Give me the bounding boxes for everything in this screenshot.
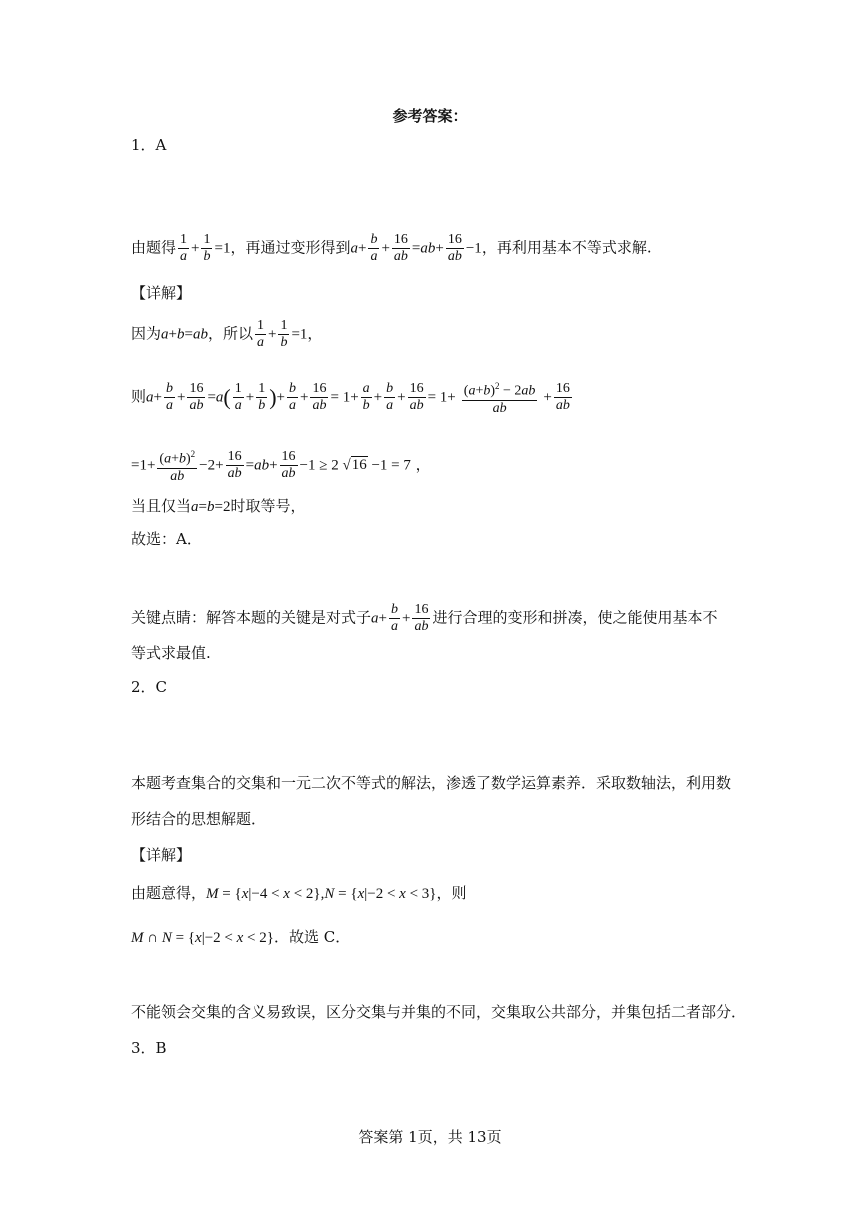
q1-key-point: 关键点睛：解答本题的关键是对式子a+ $\frac{b}{a}$ + $\frac{16}{ab}$ 进行合理的变形和拼凑，使之能使用基本不 [131,602,718,634]
fraction: $\frac{b}{a}$ [386,380,394,413]
q2-line2-post: ．故选 C． [273,928,351,946]
fraction: $\frac{16}{ab}$ [409,380,424,413]
fraction: $\frac{16}{ab}$ [393,232,408,264]
q2-line1-pre: 由题意得， [131,884,207,902]
q1-because-mid: ，所以 [207,324,253,343]
fraction: $\frac{16}{ab}$ [414,602,429,634]
q1-derivation-line1: 则a+ $\frac{b}{a}$ + $\frac{16}{ab}$ =a( $\frac{1}{a}$ + $\frac{1}{b}$ )+ $\frac{b}{a}$ + $\frac{16}{ab}$ = 1+ $\frac{a}{b}$ + $\frac{b}{a}$ + $\frac{16}{ab}$ = 1+ $\frac{(a+b)^2 - 2ab}{ab}$ + $\frac{16}{ab}$ [131,378,574,417]
q1-analysis-pre: 由题得 [131,238,177,257]
q1-analysis-mid: ，再通过变形得到 [230,238,351,257]
q1-analysis: 由题得 $\frac{1}{a}$ + $\frac{1}{b}$ =1，再通过变形得到a+ $\frac{b}{a}$ + $\frac{16}{ab}$ =ab+ $\frac{16}{ab}$ −1，再利用基本不等式求解. [131,232,652,264]
q2-line1-post: ，则 [436,884,467,902]
fraction: $\frac{a}{b}$ [362,380,370,413]
fraction: $\frac{16}{ab}$ [281,448,296,481]
q1-line2-end: ， [410,455,431,474]
fraction: $\frac{1}{a}$ [180,232,188,264]
q2-line1: 由题意得，M = {x|−4 < x < 2},N = {x|−2 < x < 3}，则 [131,884,467,902]
q1-choose: 故选：A． [131,530,202,548]
q1-key-post: 进行合理的变形和拼凑，使之能使用基本不 [432,608,718,627]
page-footer: 答案第 1页，共 13页 [358,1128,502,1146]
q1-answer-label: 1．A [131,136,167,154]
fraction: $\frac{(a+b)^2}{ab}$ [157,446,197,485]
q1-key-pre: 关键点睛：解答本题的关键是对式子 [131,608,372,627]
page-title: 参考答案： [392,107,468,125]
fraction: $\frac{16}{ab}$ [227,448,242,481]
q1-analysis-post: ，再利用基本不等式求解. [481,238,652,257]
fraction: $\frac{b}{a}$ [289,380,297,413]
q2-detail-heading: 【详解】 [131,846,192,864]
q1-because-pre: 因为 [131,324,162,343]
q2-note: 不能领会交集的含义易致误，区分交集与并集的不同，交集取公共部分，并集包括二者部分． [131,1003,747,1021]
fraction: $\frac{16}{ab}$ [189,380,204,413]
fraction: $\frac{16}{ab}$ [447,232,462,264]
q2-analysis-line1: 本题考查集合的交集和一元二次不等式的解法，渗透了数学运算素养．采取数轴法，利用数 [131,774,732,792]
q1-derivation-line2: =1+ $\frac{(a+b)^2}{ab}$ −2+ $\frac{16}{ab}$ =ab+ $\frac{16}{ab}$ −1 ≥ 2 √16 −1 = 7 ， [131,446,431,485]
fraction: $\frac{1}{b}$ [258,380,266,413]
q1-key-line2: 等式求最值. [131,644,211,662]
fraction: $\frac{b}{a}$ [370,232,378,264]
q1-equality-pre: 当且仅当 [131,497,192,515]
fraction: $\frac{(a+b)^2 - 2ab}{ab}$ [462,378,538,417]
fraction: $\frac{1}{b}$ [280,318,288,350]
q2-answer-label: 2．C [131,678,168,696]
fraction: $\frac{16}{ab}$ [555,380,570,413]
q3-answer-label: 3．B [131,1039,167,1057]
fraction: $\frac{16}{ab}$ [312,380,327,413]
fraction: $\frac{b}{a}$ [165,380,173,413]
q1-then: 则 [131,387,147,406]
q1-detail-heading: 【详解】 [131,284,192,302]
q1-equality: 当且仅当a=b=2时取等号， [131,497,306,515]
q2-analysis-line2: 形结合的思想解题． [131,810,267,828]
fraction: $\frac{1}{a}$ [234,380,242,413]
fraction: $\frac{1}{a}$ [256,318,264,350]
q1-because: 因为a+b=ab，所以 $\frac{1}{a}$ + $\frac{1}{b}$ =1， [131,318,323,350]
q2-line2: M ∩ N = {x|−2 < x < 2}．故选 C． [131,928,351,946]
q1-equality-post: 时取等号， [230,497,306,515]
fraction: $\frac{1}{b}$ [203,232,211,264]
fraction: $\frac{b}{a}$ [390,602,398,634]
q1-because-post: ， [307,324,323,343]
